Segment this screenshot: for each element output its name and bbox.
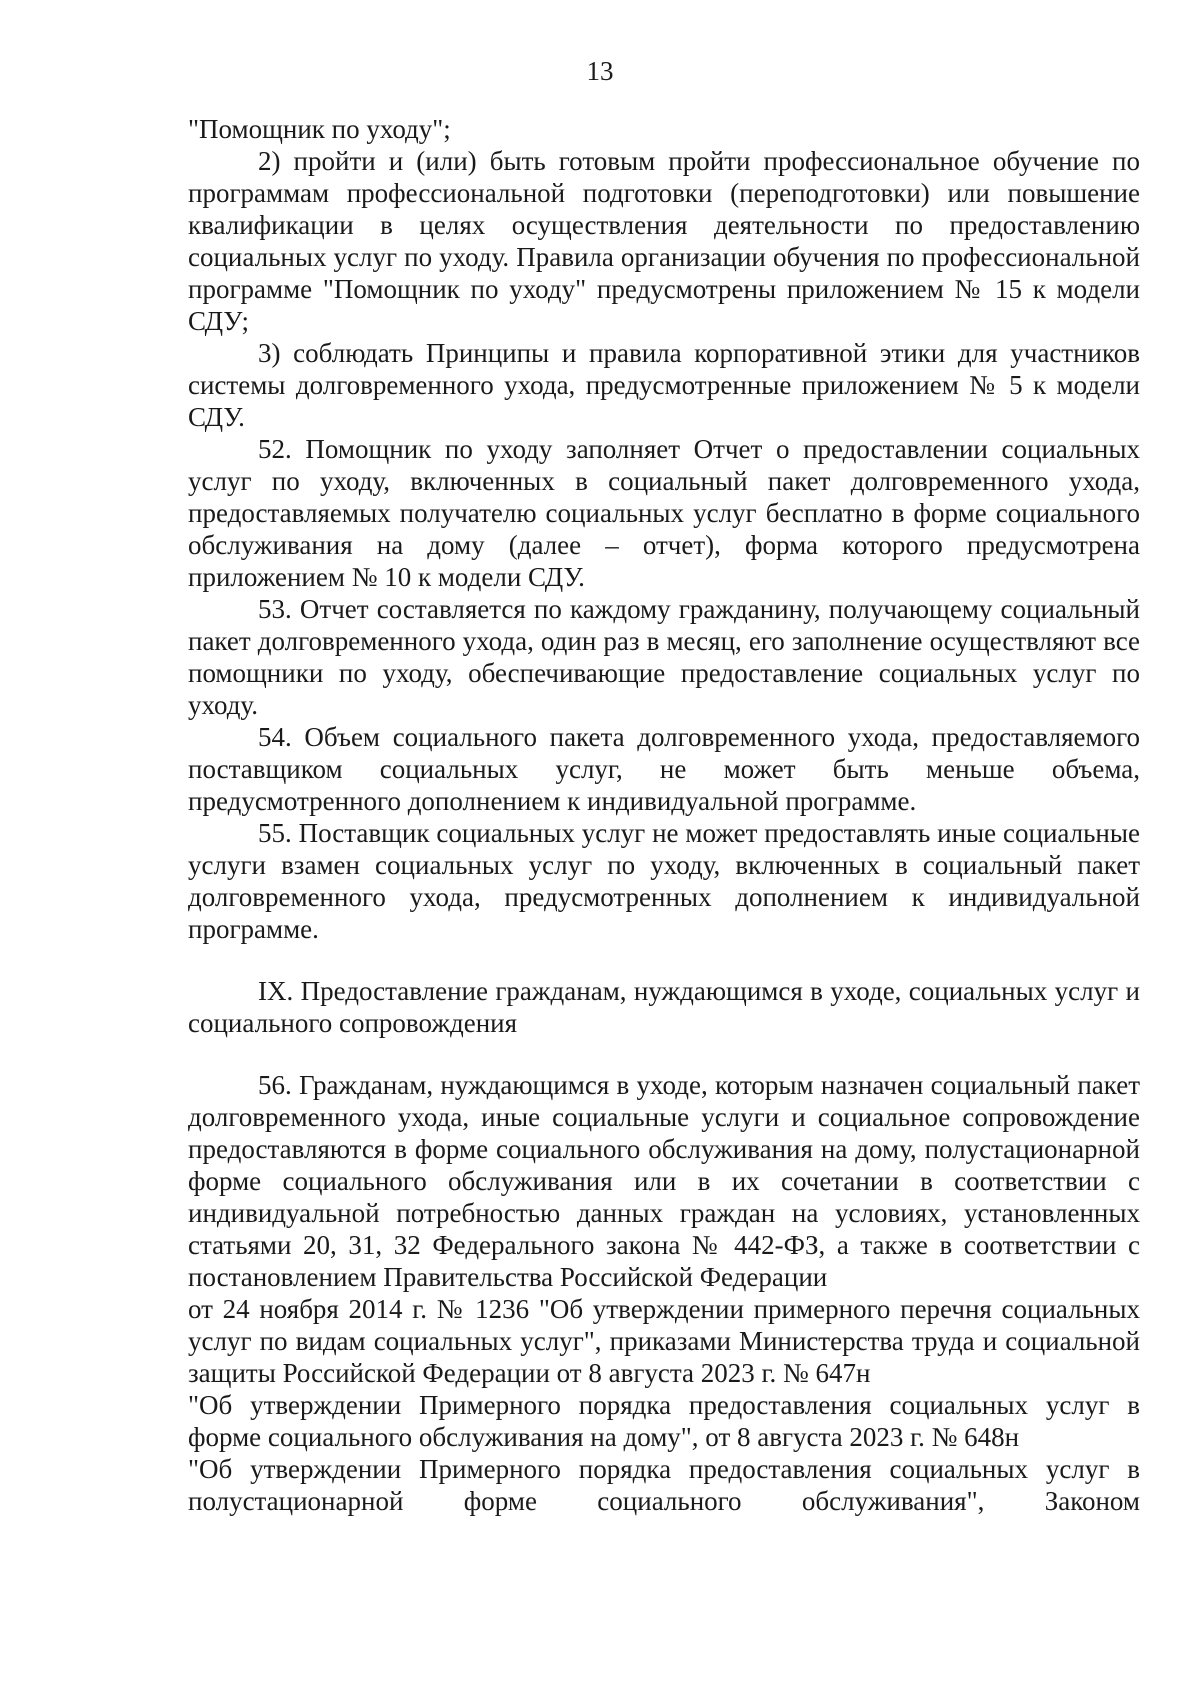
paragraph-54: 54. Объем социального пакета долговременного ухода, предоставляемого поставщиком социальных услуг, не может быть меньше объема, предусмотренного дополнением к индивидуальной программе. bbox=[188, 722, 1140, 816]
paragraph-52: 52. Помощник по уходу заполняет Отчет о предоставлении социальных услуг по уходу, включенных в социальный пакет долговременного ухода, предоставляемых получателю социальных услуг бесплатно в форме социального обслуживания на дому (далее – отчет), форма которого предусмотрена приложением № 10 к модели СДУ. bbox=[188, 434, 1140, 592]
paragraph-item-2: 2) пройти и (или) быть готовым пройти профессиональное обучение по программам профессиональной подготовки (переподготовки) или повышение квалификации в целях осуществления деятельности по предоставлению социальных услуг по уходу. Правила организации обучения по профессиональной программе "Помощник по уходу" предусмотрены приложением № 15 к модели СДУ; bbox=[188, 146, 1140, 336]
paragraph-item-3: 3) соблюдать Принципы и правила корпоративной этики для участников системы долговременного ухода, предусмотренные приложением № 5 к модели СДУ. bbox=[188, 338, 1140, 432]
paragraph-continuation: "Помощник по уходу"; bbox=[188, 114, 451, 144]
paragraph-56-continuation-1: от 24 ноября 2014 г. № 1236 "Об утверждении примерного перечня социальных услуг по видам социальных услуг", приказами Министерства труда и социальной защиты Российской Федерации от 8 августа 2023 г. № 647н bbox=[188, 1294, 1140, 1388]
paragraph-55: 55. Поставщик социальных услуг не может предоставлять иные социальные услуги взамен социальных услуг по уходу, включенных в социальный пакет долговременного ухода, предусмотренных дополнением к индивидуальной программе. bbox=[188, 818, 1140, 944]
document-body bbox=[188, 113, 1140, 1517]
section-heading: IX. Предоставление гражданам, нуждающимся в уходе, социальных услуг и социального сопровождения bbox=[188, 976, 1140, 1038]
paragraph-56-continuation-2: "Об утверждении Примерного порядка предоставления социальных услуг в форме социального обслуживания на дому", от 8 августа 2023 г. № 648н bbox=[188, 1390, 1140, 1452]
paragraph-56: 56. Гражданам, нуждающимся в уходе, которым назначен социальный пакет долговременного ухода, иные социальные услуги и социальное сопровождение предоставляются в форме социального обслуживания на дому, полустационарной форме социального обслуживания или в их сочетании в соответствии с индивидуальной потребностью данных граждан на условиях, установленных статьями 20, 31, 32 Федерального закона № 442-ФЗ, а также в соответствии с постановлением Правительства Российской Федерации bbox=[188, 1070, 1140, 1292]
page-number: 13 bbox=[586, 56, 614, 86]
paragraph-56-continuation-3: "Об утверждении Примерного порядка предоставления социальных услуг в полустационарной форме социального обслуживания", Законом bbox=[188, 1454, 1140, 1516]
paragraph-53: 53. Отчет составляется по каждому гражданину, получающему социальный пакет долговременного ухода, один раз в месяц, его заполнение осуществляют все помощники по уходу, обеспечивающие предоставление социальных услуг по уходу. bbox=[188, 594, 1140, 720]
